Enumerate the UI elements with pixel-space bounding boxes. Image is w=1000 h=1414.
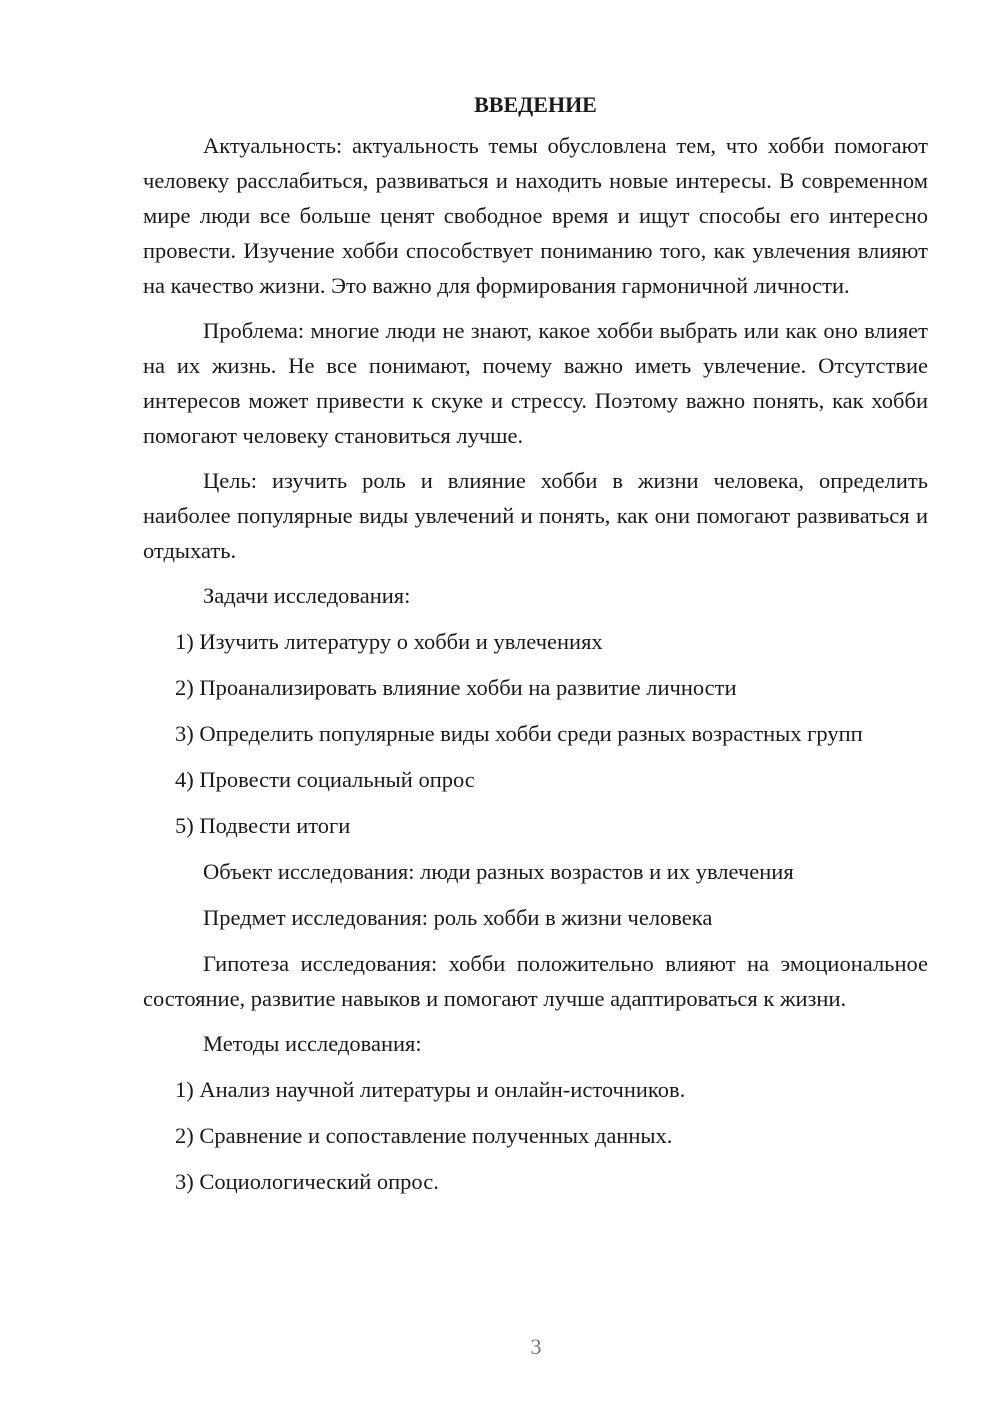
task-item-4: 4) Провести социальный опрос — [175, 767, 475, 792]
methods-heading: Методы исследования: — [203, 1031, 422, 1056]
task-item-5: 5) Подвести итоги — [175, 813, 351, 838]
task-item-1: 1) Изучить литературу о хобби и увлечениях — [175, 629, 603, 654]
tasks-heading: Задачи исследования: — [203, 583, 411, 608]
task-item-2: 2) Проанализировать влияние хобби на развитие личности — [175, 675, 737, 700]
page-number: 3 — [530, 1334, 542, 1359]
problem-paragraph: Проблема: многие люди не знают, какое хобби выбрать или как оно влияет на их жизнь. Не все понимают, почему важно иметь увлечение. Отсутствие интересов может привести к скуке и стрессу. Поэтому важно понять, как хобби помогают человеку становиться лучше. — [143, 318, 928, 448]
research-subject: Предмет исследования: роль хобби в жизни человека — [203, 905, 713, 930]
task-item-3: 3) Определить популярные виды хобби среди разных возрастных групп — [175, 721, 863, 746]
relevance-paragraph: Актуальность: актуальность темы обусловлена тем, что хобби помогают человеку расслабиться, развиваться и находить новые интересы. В современном мире люди все больше ценят свободное время и ищут способы его интересно провести. Изучение хобби способствует пониманию того, как увлечения влияют на качество жизни. Это важно для формирования гармоничной личности. — [143, 133, 928, 298]
method-item-3: 3) Социологический опрос. — [175, 1169, 439, 1194]
research-object: Объект исследования: люди разных возрастов и их увлечения — [203, 859, 794, 884]
document-page — [143, 90, 928, 1210]
hypothesis-paragraph: Гипотеза исследования: хобби положительно влияют на эмоциональное состояние, развитие навыков и помогают лучше адаптироваться к жизни. — [143, 951, 928, 1011]
method-item-1: 1) Анализ научной литературы и онлайн-источников. — [175, 1077, 686, 1102]
page-title: ВВЕДЕНИЕ — [474, 92, 597, 117]
goal-paragraph: Цель: изучить роль и влияние хобби в жизни человека, определить наиболее популярные виды увлечений и понять, как они помогают развиваться и отдыхать. — [143, 468, 928, 563]
method-item-2: 2) Сравнение и сопоставление полученных данных. — [175, 1123, 673, 1148]
